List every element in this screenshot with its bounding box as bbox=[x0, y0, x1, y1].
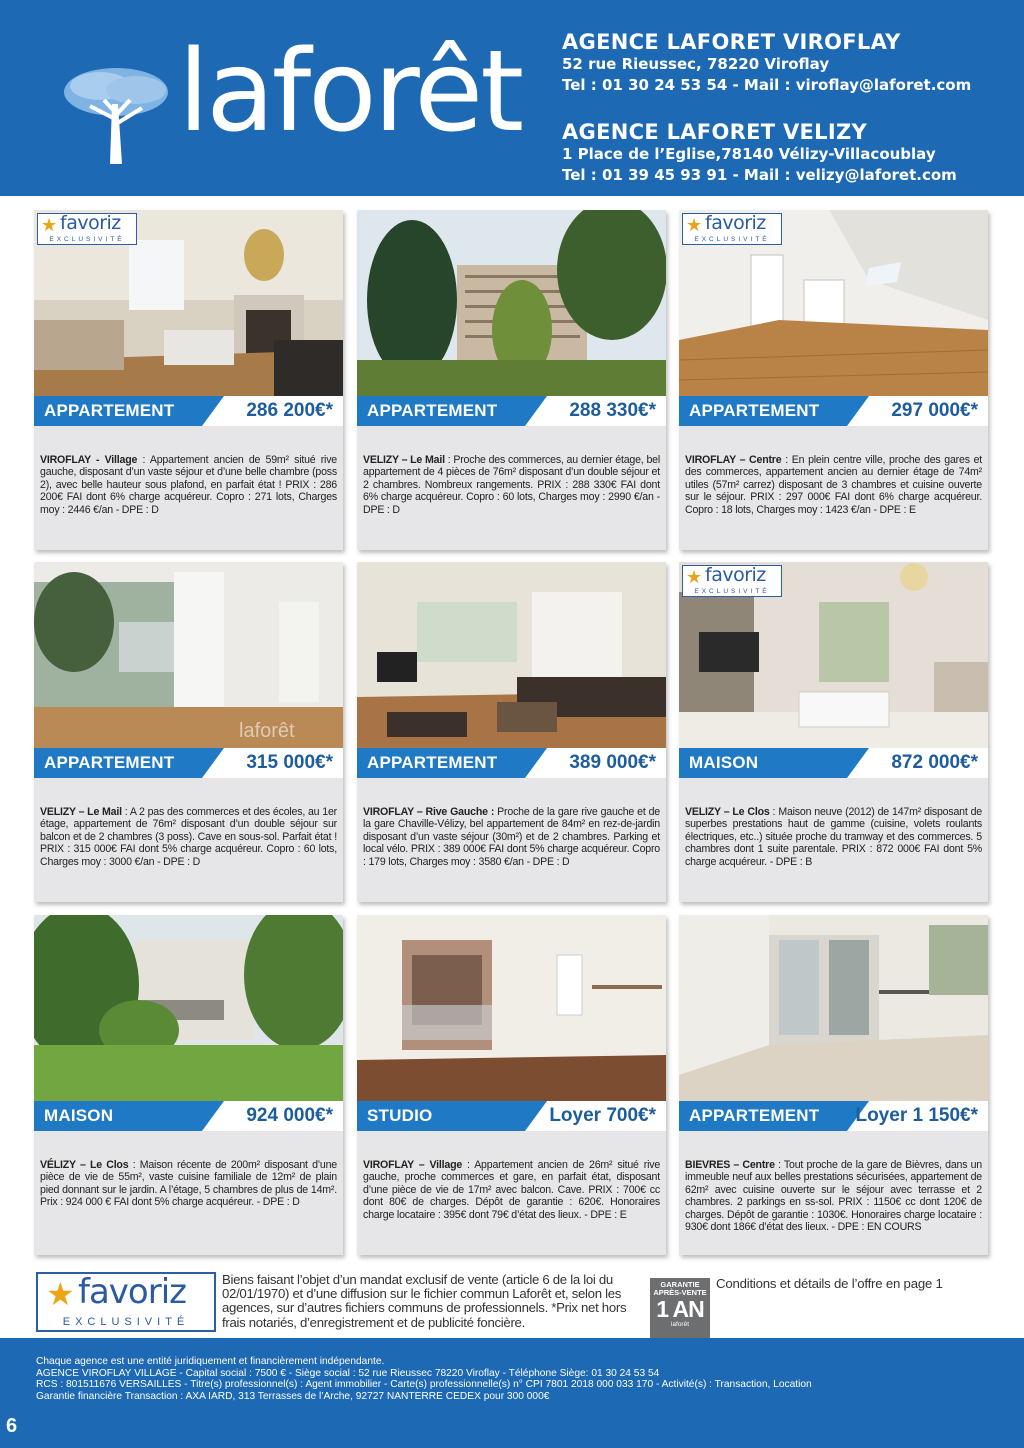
price-bar bbox=[34, 396, 343, 426]
price-bar bbox=[679, 396, 988, 426]
agency-address: 52 rue Rieussec, 78220 Viroflay bbox=[562, 55, 830, 73]
legal-notice bbox=[36, 1356, 936, 1402]
badge-brand: favoriz bbox=[705, 564, 766, 586]
price-bar bbox=[357, 396, 666, 426]
agency-address: 1 Place de l’Eglise,78140 Vélizy-Villacoublay bbox=[562, 145, 936, 163]
property-price: 872 000€* bbox=[891, 752, 978, 773]
listing-card[interactable] bbox=[34, 915, 343, 1255]
listing-location: VELIZY – Le Clos bbox=[685, 806, 770, 818]
property-price: Loyer 700€* bbox=[549, 1105, 656, 1126]
property-description bbox=[40, 454, 337, 516]
listing-location: VIROFLAY – Rive Gauche : bbox=[363, 806, 495, 818]
listing-location: VELIZY – Le Mail bbox=[363, 454, 445, 466]
star-icon: ★ bbox=[686, 567, 703, 587]
price-bar bbox=[357, 748, 666, 778]
page-footer bbox=[0, 1338, 1024, 1448]
price-bar bbox=[34, 748, 343, 778]
price-bar bbox=[34, 1101, 343, 1131]
property-photo bbox=[357, 915, 666, 1103]
property-photo bbox=[34, 915, 343, 1103]
property-type: APPARTEMENT bbox=[357, 396, 525, 426]
listing-card[interactable] bbox=[679, 210, 988, 550]
mandate-notice: Biens faisant l’objet d’un mandat exclusif de vente (article 6 de la loi du 02/01/1970) et d’une diffusion sur le fichier commun Laforêt et, selon les agences, sur d’autres fichiers communs de professionnels. *Prix net hors frais notariés, d’enregistrement et de publicité foncière. bbox=[222, 1272, 627, 1330]
property-price: 389 000€* bbox=[569, 752, 656, 773]
agency-contact: Tel : 01 39 45 93 91 - Mail : velizy@laforet.com bbox=[562, 166, 957, 184]
property-type: MAISON bbox=[34, 1101, 202, 1131]
listing-location: VIROFLAY – Village bbox=[363, 1159, 463, 1171]
property-photo bbox=[357, 562, 666, 750]
garantie-duration: 1 AN bbox=[656, 1296, 704, 1322]
favoriz-badge bbox=[682, 213, 782, 245]
legal-line: Chaque agence est une entité juridiquement et financièrement indépendante. bbox=[36, 1356, 385, 1367]
property-type: STUDIO bbox=[357, 1101, 525, 1131]
property-type: APPARTEMENT bbox=[357, 748, 525, 778]
listing-text: : Maison récente de 200m² disposant d’une pièce de vie de 55m², vaste cuisine familiale de 12m² de plain pied donnant sur le jardin. A l’étage, 5 chambres de plus de 14m². Prix : 924 000 € FAI dont 5% charge acquéreur. - DPE : D bbox=[40, 1159, 338, 1209]
agency-name: AGENCE LAFORET VELIZY bbox=[562, 120, 867, 144]
property-price: 288 330€* bbox=[569, 400, 656, 421]
listing-card[interactable] bbox=[34, 562, 343, 902]
favoriz-exclusivite-logo bbox=[36, 1272, 216, 1332]
badge-subtitle: EXCLUSIVITÉ bbox=[49, 236, 125, 243]
price-bar bbox=[357, 1101, 666, 1131]
listing-text: Proche de la gare rive gauche et de la gare Chaville-Vélizy, bel appartement de 84m² en rez-de-jardin disposant d’un vaste séjour (30m²) et de 2 chambres. Parking et local vélo. PRIX : 389 000€ FAI dont 5% charge acquéreur. Copro : 179 lots, Charges moy : 3580 €/an - DPE : D bbox=[363, 806, 660, 868]
listing-location: VELIZY – Le Mail bbox=[40, 806, 122, 818]
favoriz-badge bbox=[37, 213, 137, 245]
badge-brand: favoriz bbox=[705, 212, 766, 234]
legal-line: Garantie financière Transaction : AXA IARD, 313 Terrasses de l’Arche, 92727 NANTERRE CEDEX pour 300 000€ bbox=[36, 1390, 550, 1402]
property-type: APPARTEMENT bbox=[679, 396, 847, 426]
agency-velizy bbox=[562, 120, 957, 186]
listing-location: VÉLIZY – Le Clos bbox=[40, 1159, 129, 1171]
badge-subtitle: EXCLUSIVITÉ bbox=[694, 588, 770, 595]
property-type: APPARTEMENT bbox=[34, 396, 202, 426]
listing-location: VIROFLAY – Centre bbox=[685, 454, 782, 466]
property-type: APPARTEMENT bbox=[34, 748, 202, 778]
listing-card[interactable] bbox=[357, 210, 666, 550]
listing-text: : Appartement ancien de 59m² situé rive gauche, disposant d’un vaste séjour et d’une belle chambre (poss 2), avec belle hauteur sous plafond, en parfait état ! PRIX : 286 200€ FAI dont 6% charge acquéreur. Copro : 271 lots, Charges moy : 2446 €/an - DPE : D bbox=[40, 454, 338, 516]
property-price: 297 000€* bbox=[891, 400, 978, 421]
listing-text: : Proche des commerces, au dernier étage, bel appartement de 4 pièces de 76m² disposant d’un double séjour et 2 chambres. Nombreux rangements. PRIX : 288 330€ FAI dont 6% charge acquéreur. Copro : 60 lots, Charges moy : 2990 €/an - DPE : D bbox=[363, 454, 660, 516]
property-price: 924 000€* bbox=[246, 1105, 333, 1126]
legal-line: RCS : 801511676 VERSAILLES - Titre(s) professionnel(s) : Agent immobilier - Carte(s) professionnelle(s) n° CPI 7801 2018 000 033 170 - Activité(s) : Transaction, Location bbox=[36, 1379, 812, 1391]
badge-subtitle: EXCLUSIVITÉ bbox=[62, 1316, 190, 1328]
property-price: Loyer 1 150€* bbox=[855, 1105, 978, 1126]
property-description bbox=[363, 454, 660, 516]
garantie-label: GARANTIE APRÈS-VENTE bbox=[653, 1280, 707, 1297]
property-type: APPARTEMENT bbox=[679, 1101, 847, 1131]
star-icon: ★ bbox=[686, 215, 703, 235]
agency-contact: Tel : 01 30 24 53 54 - Mail : viroflay@laforet.com bbox=[562, 76, 972, 94]
logo-wordmark: laforêt bbox=[178, 27, 522, 157]
agency-name: AGENCE LAFORET VIROFLAY bbox=[562, 30, 901, 54]
listing-card[interactable] bbox=[357, 562, 666, 902]
property-description bbox=[363, 806, 660, 868]
listing-text: : Appartement ancien de 26m² situé rive gauche, proche commerces et gare, en parfait état, disposant d’une pièce de vie de 17m² avec balcon. Cave. PRIX : 700€ cc dont 80€ de charges. Dépôt de garantie : 620€. Honoraires charge locataire : 395€ dont 79€ d’état des lieux. - DPE : E bbox=[363, 1159, 661, 1221]
property-description bbox=[685, 1159, 982, 1233]
property-photo bbox=[679, 915, 988, 1103]
property-description bbox=[40, 806, 337, 868]
legal-line: AGENCE VIROFLAY VILLAGE - Capital social : 7500 € - Siège social : 52 rue Rieussec 78220 Viroflay - Téléphone Siège: 01 30 24 53 54 bbox=[36, 1367, 660, 1379]
photo-watermark: laforêt bbox=[239, 720, 295, 742]
listing-card[interactable] bbox=[679, 915, 988, 1255]
listing-location: BIEVRES – Centre bbox=[685, 1159, 775, 1171]
listing-card[interactable] bbox=[34, 210, 343, 550]
tree-logo-icon bbox=[60, 64, 172, 164]
price-bar bbox=[679, 1101, 988, 1131]
agency-viroflay bbox=[562, 30, 971, 96]
property-description bbox=[40, 1159, 337, 1209]
star-icon: ★ bbox=[46, 1276, 75, 1312]
conditions-note: Conditions et détails de l’offre en page 1 bbox=[716, 1276, 943, 1291]
garantie-brand: laforêt bbox=[670, 1321, 690, 1328]
property-description bbox=[685, 806, 982, 868]
property-price: 315 000€* bbox=[246, 752, 333, 773]
badge-brand: favoriz bbox=[78, 1272, 186, 1312]
listing-card[interactable] bbox=[679, 562, 988, 902]
listing-text: : A 2 pas des commerces et des écoles, au 1er étage, appartement de 76m² disposant d’un double séjour sur balcon et de 2 chambres (3 poss). Cave en sous-sol. Parfait état ! PRIX : 315 000€ FAI dont 5% charge acquéreur. Copro : 60 lots, Charges moy : 3000 €/an - DPE : D bbox=[40, 806, 337, 868]
property-type: MAISON bbox=[679, 748, 847, 778]
page-number: 6 bbox=[6, 1415, 18, 1437]
property-photo bbox=[34, 562, 343, 750]
garantie-apres-vente-badge bbox=[650, 1278, 710, 1338]
property-description bbox=[363, 1159, 660, 1221]
laforet-logo bbox=[60, 27, 560, 170]
property-price: 286 200€* bbox=[246, 400, 333, 421]
price-bar bbox=[679, 748, 988, 778]
listing-card[interactable] bbox=[357, 915, 666, 1255]
property-description bbox=[685, 454, 982, 516]
page-header bbox=[0, 0, 1024, 196]
favoriz-badge bbox=[682, 565, 782, 597]
listing-text: : Maison neuve (2012) de 147m² disposant de superbes prestations haut de gamme (cuisine, volets roulants électriques, etc..) située proche du tramway et des commerces. 5 chambres dont 1 suite parentale. PRIX : 872 000€ FAI dont 5% charge acquéreur. - DPE : B bbox=[685, 806, 982, 868]
badge-subtitle: EXCLUSIVITÉ bbox=[694, 236, 770, 243]
listing-text: : Tout proche de la gare de Bièvres, dans un immeuble neuf aux belles prestations sécurisées, appartement de 62m² avec cuisine ouverte sur le séjour avec terrasse et 2 chambres. 2 parkings en ss-sol. PRIX : 1150€ cc dont 120€ de charges. Dépôt de garantie : 1030€. Honoraires charge locataire : 930€ dont 186€ d’état des lieux. - DPE : EN COURS bbox=[685, 1159, 982, 1234]
star-icon: ★ bbox=[41, 215, 58, 235]
property-photo bbox=[357, 210, 666, 398]
listing-location: VIROFLAY - Village bbox=[40, 454, 138, 466]
badge-brand: favoriz bbox=[60, 212, 121, 234]
listing-text: : En plein centre ville, proche des gares et des commerces, appartement ancien au dernier étage de 74m² utiles (57m² carrez) disposant de 3 chambres et cuisine ouverte sur le séjour. PRIX : 297 000€ FAI dont 6% charge acquéreur. Copro : 18 lots, Charges moy : 1423 €/an - DPE : E bbox=[685, 454, 983, 516]
